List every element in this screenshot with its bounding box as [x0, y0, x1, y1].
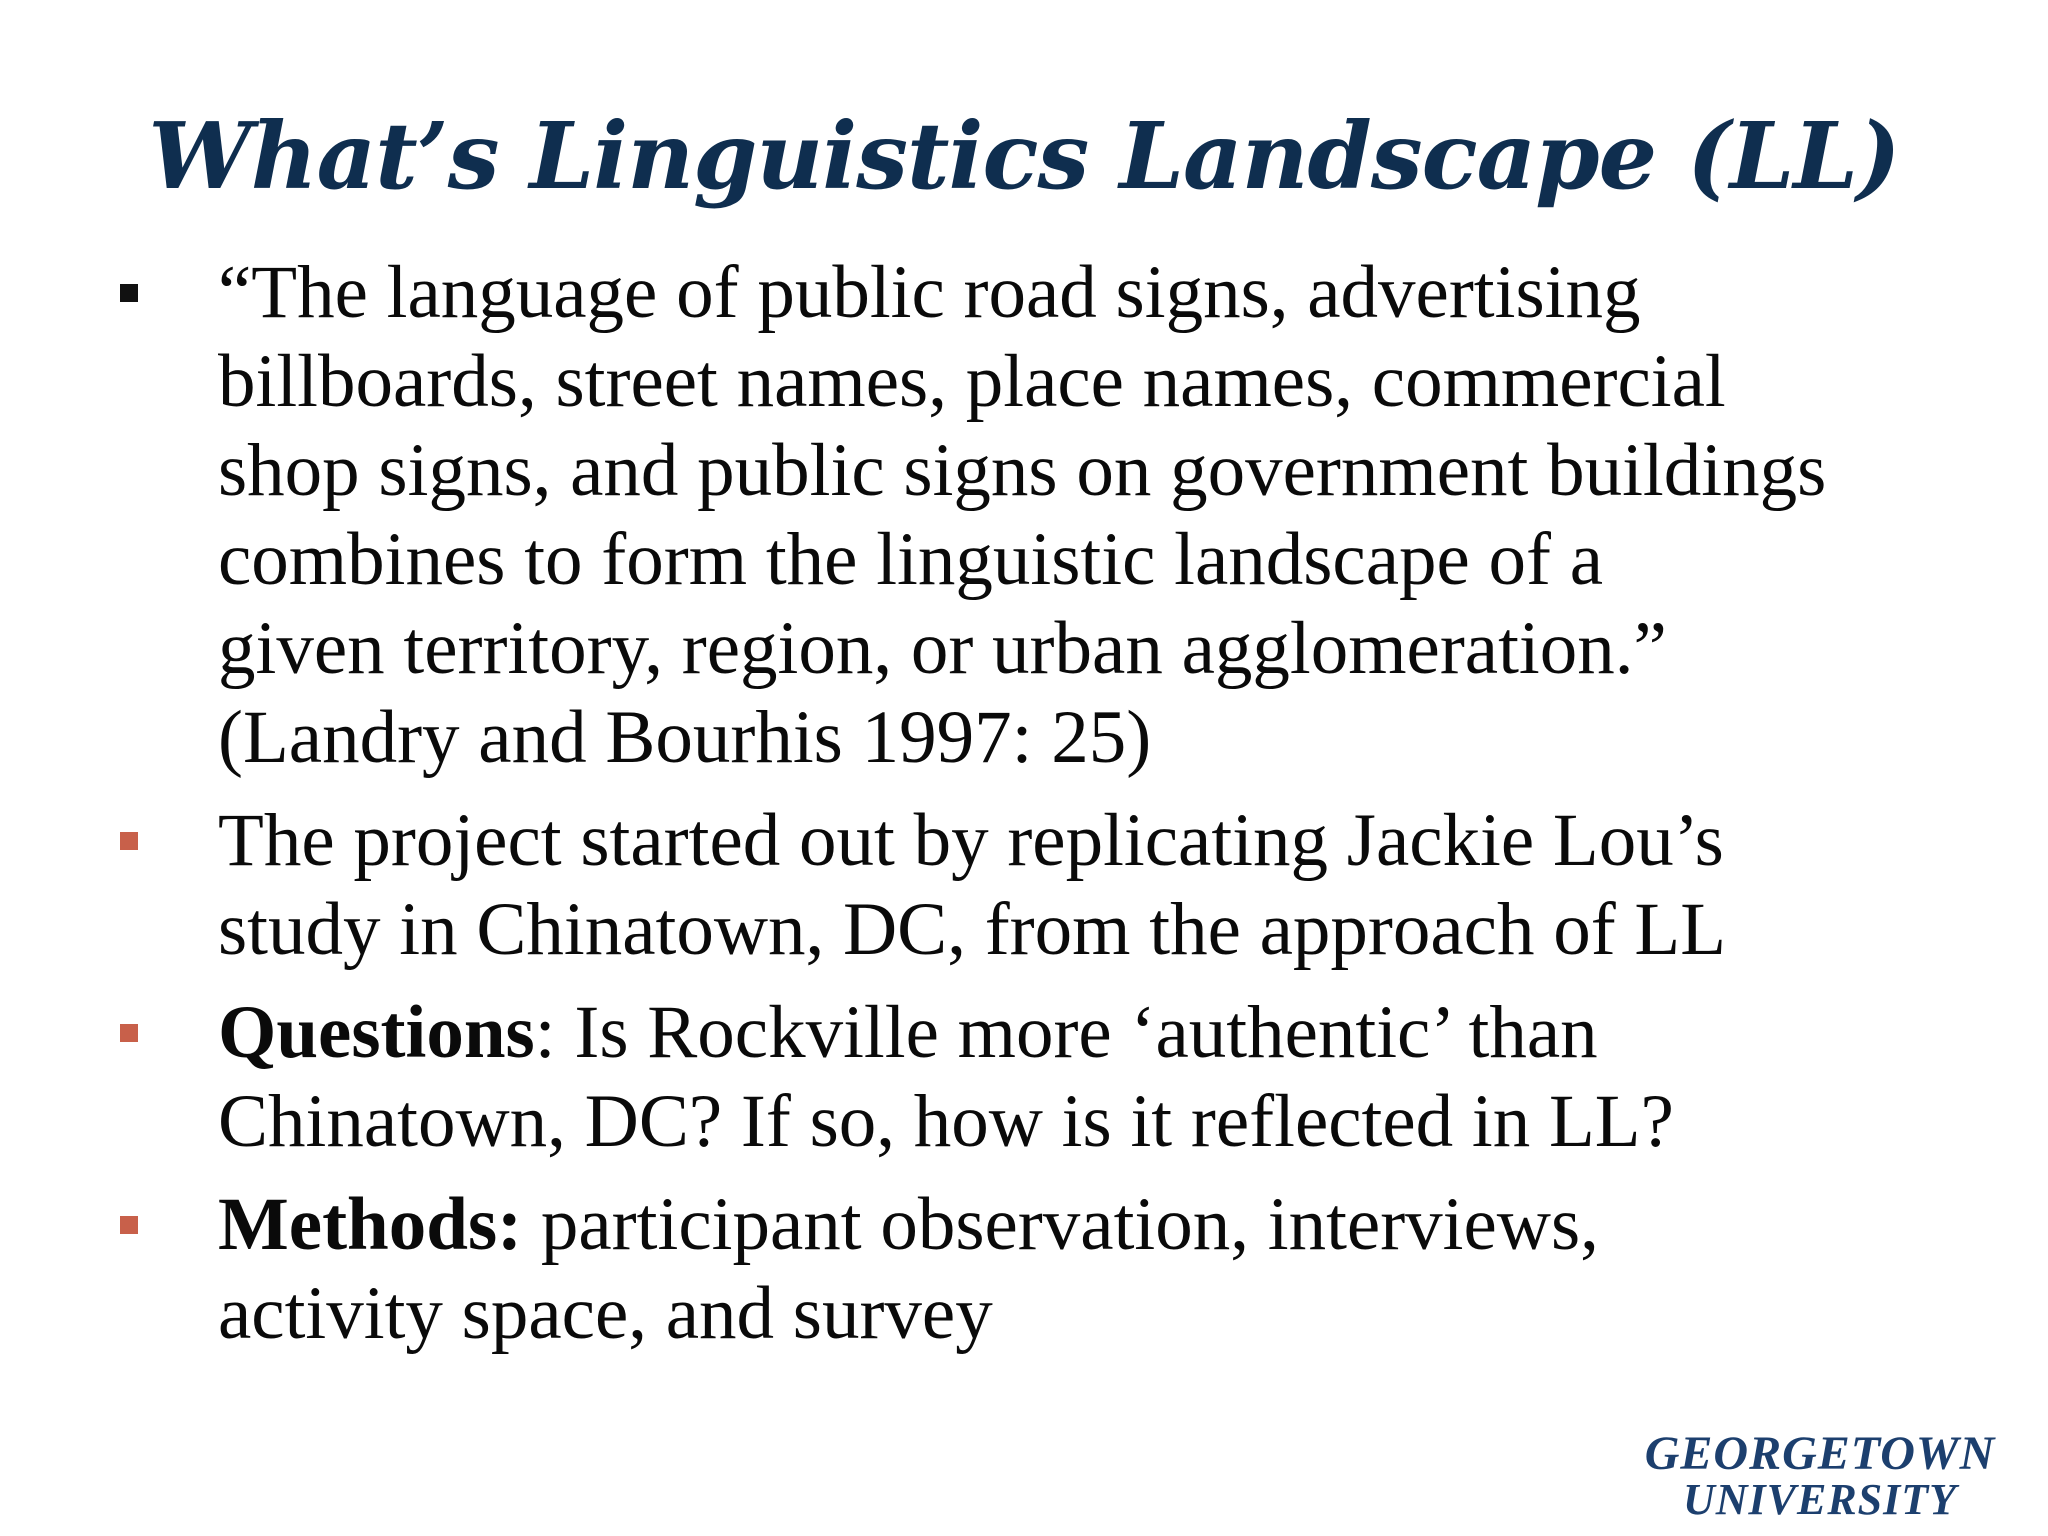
bullet-methods: [110, 1180, 1970, 1358]
bullet-line: study in Chinatown, DC, from the approach of LL: [218, 888, 1727, 971]
bullet-line: The project started out by replicating Jackie Lou’s: [218, 799, 1724, 882]
bullet-line: “The language of public road signs, advertising: [218, 251, 1641, 334]
bullet-line: [218, 988, 1970, 1077]
bullet-text: participant observation, interviews,: [522, 1183, 1599, 1266]
bullet-line: billboards, street names, place names, commercial: [218, 340, 1726, 423]
bullet-line: (Landry and Bourhis 1997: 25): [218, 696, 1152, 779]
square-bullet-icon: [120, 832, 138, 850]
square-bullet-icon: [120, 284, 138, 302]
bullet-definition: [110, 248, 1970, 782]
square-bullet-icon: [120, 1024, 138, 1042]
bullet-line: given territory, region, or urban agglomeration.”: [218, 607, 1667, 690]
bullet-questions: [110, 988, 1970, 1166]
logo-line-1: GEORGETOWN: [1644, 1427, 1996, 1480]
slide-title: What’s Linguistics Landscape (LL): [148, 102, 1900, 210]
bullet-line: combines to form the linguistic landscape of a: [218, 518, 1604, 601]
georgetown-logo: [1620, 1427, 2020, 1524]
bullet-lead: Questions: [218, 991, 535, 1074]
bullet-line: [218, 1180, 1970, 1269]
bullet-line: activity space, and survey: [218, 1272, 993, 1355]
bullet-text: : Is Rockville more ‘authentic’ than: [534, 991, 1598, 1074]
square-bullet-icon: [120, 1216, 138, 1234]
bullet-project: [110, 796, 1970, 974]
bullet-lead: Methods:: [218, 1183, 523, 1266]
logo-line-2: UNIVERSITY: [1682, 1475, 1958, 1524]
bullet-line: Chinatown, DC? If so, how is it reflected in LL?: [218, 1080, 1674, 1163]
bullet-line: shop signs, and public signs on government buildings: [218, 429, 1827, 512]
bullet-list: [110, 248, 1970, 1372]
